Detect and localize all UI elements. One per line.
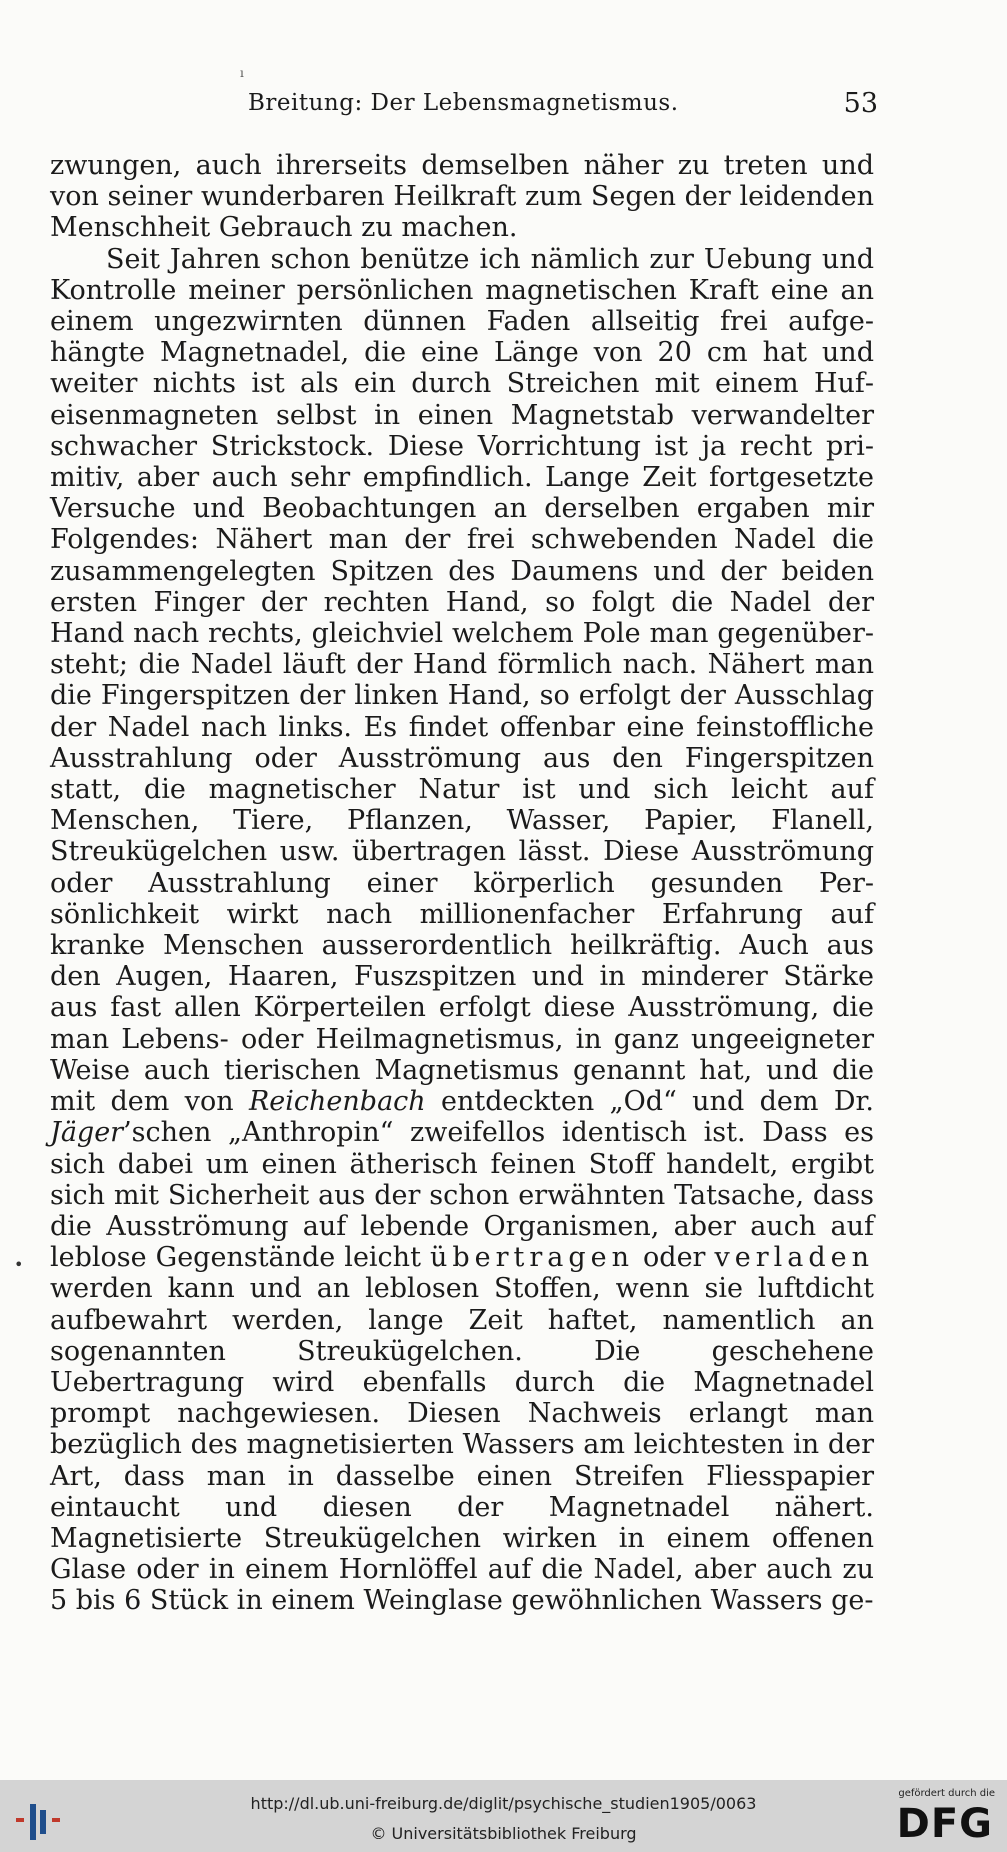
name-jaeger: Jäger <box>50 1117 124 1149</box>
paragraph-2-part-d: oder <box>634 1242 715 1274</box>
paragraph-1: zwungen, auch ihrerseits demselben näher zu treten und von seiner wunderbaren Heilkraft zum Segen der leidenden Menschheit Gebrauch zu machen. <box>50 150 874 244</box>
paragraph-2-part-e: werden kann und an leblosen Stoffen, wenn sie luftdicht aufbewahrt werden, lange Zeit haftet, namentlich an sogenannten Streukügelchen. Die geschehene Uebertragung wird ebenfalls durch die Magnetnadel prompt nachgewiesen. Diesen Nachweis erlangt man bezüglich des magnetisierten Wassers am leichtesten in der Art, dass man in dasselbe einen Streifen Fliesspapier eintaucht und diesen der Magnetnadel nähert. Magnetisierte Streukügelchen wirken in einem offenen Glase oder in einem Hornlöffel auf die Nadel, aber auch zu 5 bis 6 Stück in einem Weinglase gewöhnlichen Wassers ge- <box>50 1273 874 1617</box>
footer-copyright: © Universitätsbibliothek Freiburg <box>370 1824 637 1843</box>
scan-artifact-mark: ı <box>240 66 244 80</box>
dfg-logo: DFG <box>896 1801 993 1847</box>
paragraph-2-part-c: ’schen „Anthropin“ zweifellos identisch ist. Dass es sich dabei um einen ätherisch feinen Stoff handelt, ergibt sich mit Sicherheit aus der schon erwähnten Tatsache, dass die Ausströmung auf lebende Organismen, aber auch auf leblose Gegenstände leicht <box>50 1117 874 1274</box>
spaced-word-verladen: verladen <box>714 1242 874 1274</box>
paragraph-2 <box>50 244 874 1617</box>
page-number: 53 <box>843 88 878 119</box>
margin-dot: • <box>14 1255 24 1274</box>
body-text <box>50 150 874 1617</box>
footer-bar <box>0 1780 1007 1852</box>
footer-url-link[interactable]: http://dl.ub.uni-freiburg.de/diglit/psychische_studien1905/0063 <box>250 1794 757 1813</box>
paragraph-2-part-a: Seit Jahren schon benütze ich nämlich zur Uebung und Kontrolle meiner persönlichen magnetischen Kraft eine an einem ungezwirnten dünnen Faden allseitig frei aufgehängte Magnetnadel, die eine Länge von 20 cm hat und weiter nichts ist als ein durch Streichen mit einem Hufeisenmagneten selbst in einen Magnetstab verwandelter schwacher Strickstock. Diese Vorrichtung ist ja recht primitiv, aber auch sehr empfindlich. Lange Zeit fortgesetzte Versuche und Beobachtungen an derselben ergaben mir Folgendes: Nähert man der frei schwebenden Nadel die zusammengelegten Spitzen des Daumens und der beiden ersten Finger der rechten Hand, so folgt die Nadel der Hand nach rechts, gleichviel welchem Pole man gegenübersteht; die Nadel läuft der Hand förmlich nach. Nähert man die Fingerspitzen der linken Hand, so erfolgt der Ausschlag der Nadel nach links. Es findet offenbar eine feinstoffliche Ausstrahlung oder Ausströmung aus den Fingerspitzen statt, die magnetischer Natur ist und sich leicht auf Menschen, Tiere, Pflanzen, Wasser, Papier, Flanell, Streukügelchen usw. übertragen lässt. Diese Ausströmung oder Ausstrahlung einer körperlich gesunden Persönlichkeit wirkt nach millionenfacher Erfahrung auf kranke Menschen ausserordentlich heilkräftig. Auch aus den Augen, Haaren, Fuszspitzen und in minderer Stärke aus fast allen Körperteilen erfolgt diese Ausströmung, die man Lebens- oder Heilmagnetismus, in ganz ungeeigneter Weise auch tierischen Magnetismus genannt hat, und die mit dem von <box>50 243 874 1118</box>
name-reichenbach: Reichenbach <box>248 1086 426 1118</box>
spaced-word-uebertragen: übertragen <box>429 1242 635 1274</box>
running-title: Breitung: Der Lebensmagnetismus. <box>248 90 679 116</box>
dfg-funding-note: gefördert durch die <box>898 1788 995 1799</box>
paragraph-2-part-b: entdeckten „Od“ und dem Dr. <box>425 1086 875 1118</box>
